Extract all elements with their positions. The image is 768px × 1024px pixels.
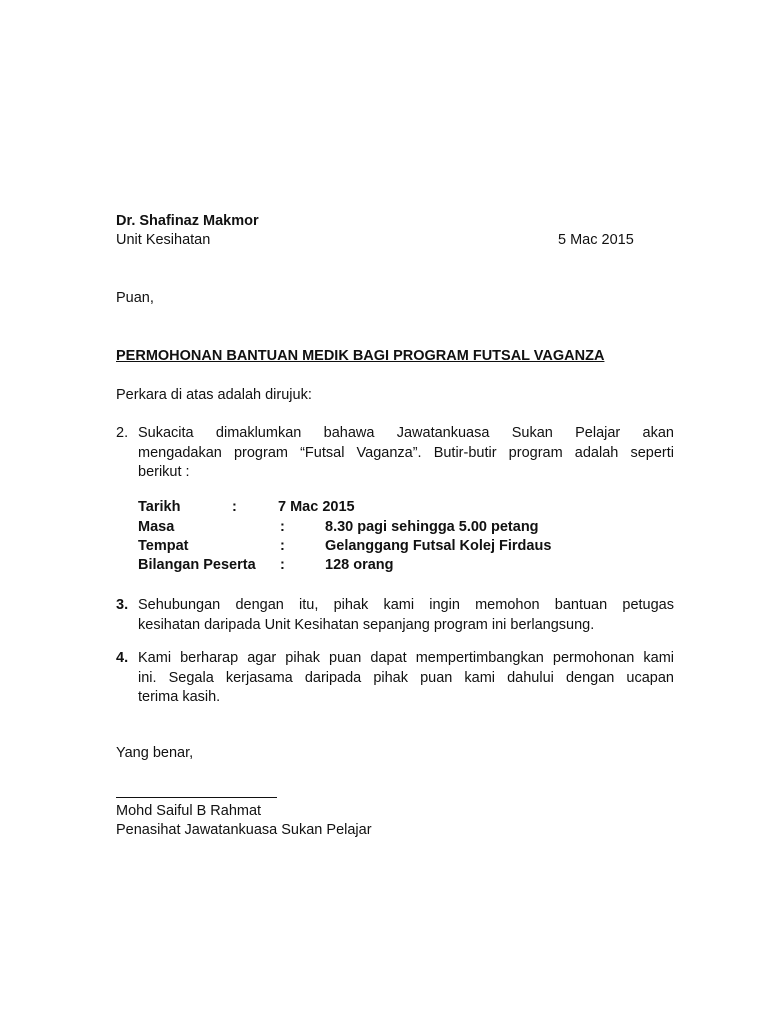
- detail-sep: :: [280, 557, 285, 573]
- paragraph-line: berikut :: [138, 464, 190, 480]
- signatory-name: Mohd Saiful B Rahmat: [116, 803, 262, 819]
- paragraph-line: Sehubungan dengan itu, pihak kami ingin memohon bantuan petugas: [138, 597, 674, 613]
- detail-value-tarikh: 7 Mac 2015: [278, 499, 355, 515]
- paragraph-line: ini. Segala kerjasama daripada pihak puan kami dahului dengan ucapan: [138, 669, 674, 686]
- detail-value-peserta: 128 orang: [325, 557, 394, 573]
- detail-value-masa: 8.30 pagi sehingga 5.00 petang: [325, 519, 539, 535]
- paragraph-line: mengadakan program “Futsal Vaganza”. Butir-butir program adalah seperti: [138, 444, 674, 461]
- paragraph-3: [138, 596, 674, 635]
- detail-sep: :: [280, 538, 285, 554]
- paragraph-line: Sukacita dimaklumkan bahawa Jawatankuasa Sukan Pelajar akan: [138, 425, 674, 441]
- detail-label-tempat: Tempat: [138, 538, 189, 554]
- intro-text: Perkara di atas adalah dirujuk:: [116, 387, 312, 403]
- detail-label-peserta: Bilangan Peserta: [138, 557, 256, 573]
- letter-date: 5 Mac 2015: [558, 232, 634, 248]
- detail-value-tempat: Gelanggang Futsal Kolej Firdaus: [325, 538, 552, 554]
- closing: Yang benar,: [116, 745, 194, 761]
- paragraph-number: 2.: [116, 425, 129, 441]
- detail-sep: :: [232, 499, 237, 515]
- detail-label-tarikh: Tarikh: [138, 499, 181, 515]
- recipient-unit: Unit Kesihatan: [116, 232, 211, 248]
- detail-label-masa: Masa: [138, 519, 175, 535]
- salutation: Puan,: [116, 290, 154, 306]
- paragraph-number: 3.: [116, 597, 129, 613]
- letter-subject: PERMOHONAN BANTUAN MEDIK BAGI PROGRAM FUTSAL VAGANZA: [116, 348, 605, 364]
- paragraph-2: [138, 424, 674, 483]
- recipient-name: Dr. Shafinaz Makmor: [116, 213, 259, 229]
- signatory-title: Penasihat Jawatankuasa Sukan Pelajar: [116, 822, 372, 838]
- paragraph-line: Kami berharap agar pihak puan dapat mempertimbangkan permohonan kami: [138, 650, 674, 666]
- signature-line: [116, 797, 277, 798]
- detail-sep: :: [280, 519, 285, 535]
- paragraph-number: 4.: [116, 650, 129, 666]
- paragraph-line: kesihatan daripada Unit Kesihatan sepanjang program ini berlangsung.: [138, 616, 595, 633]
- paragraph-4: [138, 649, 674, 708]
- paragraph-line: terima kasih.: [138, 689, 221, 705]
